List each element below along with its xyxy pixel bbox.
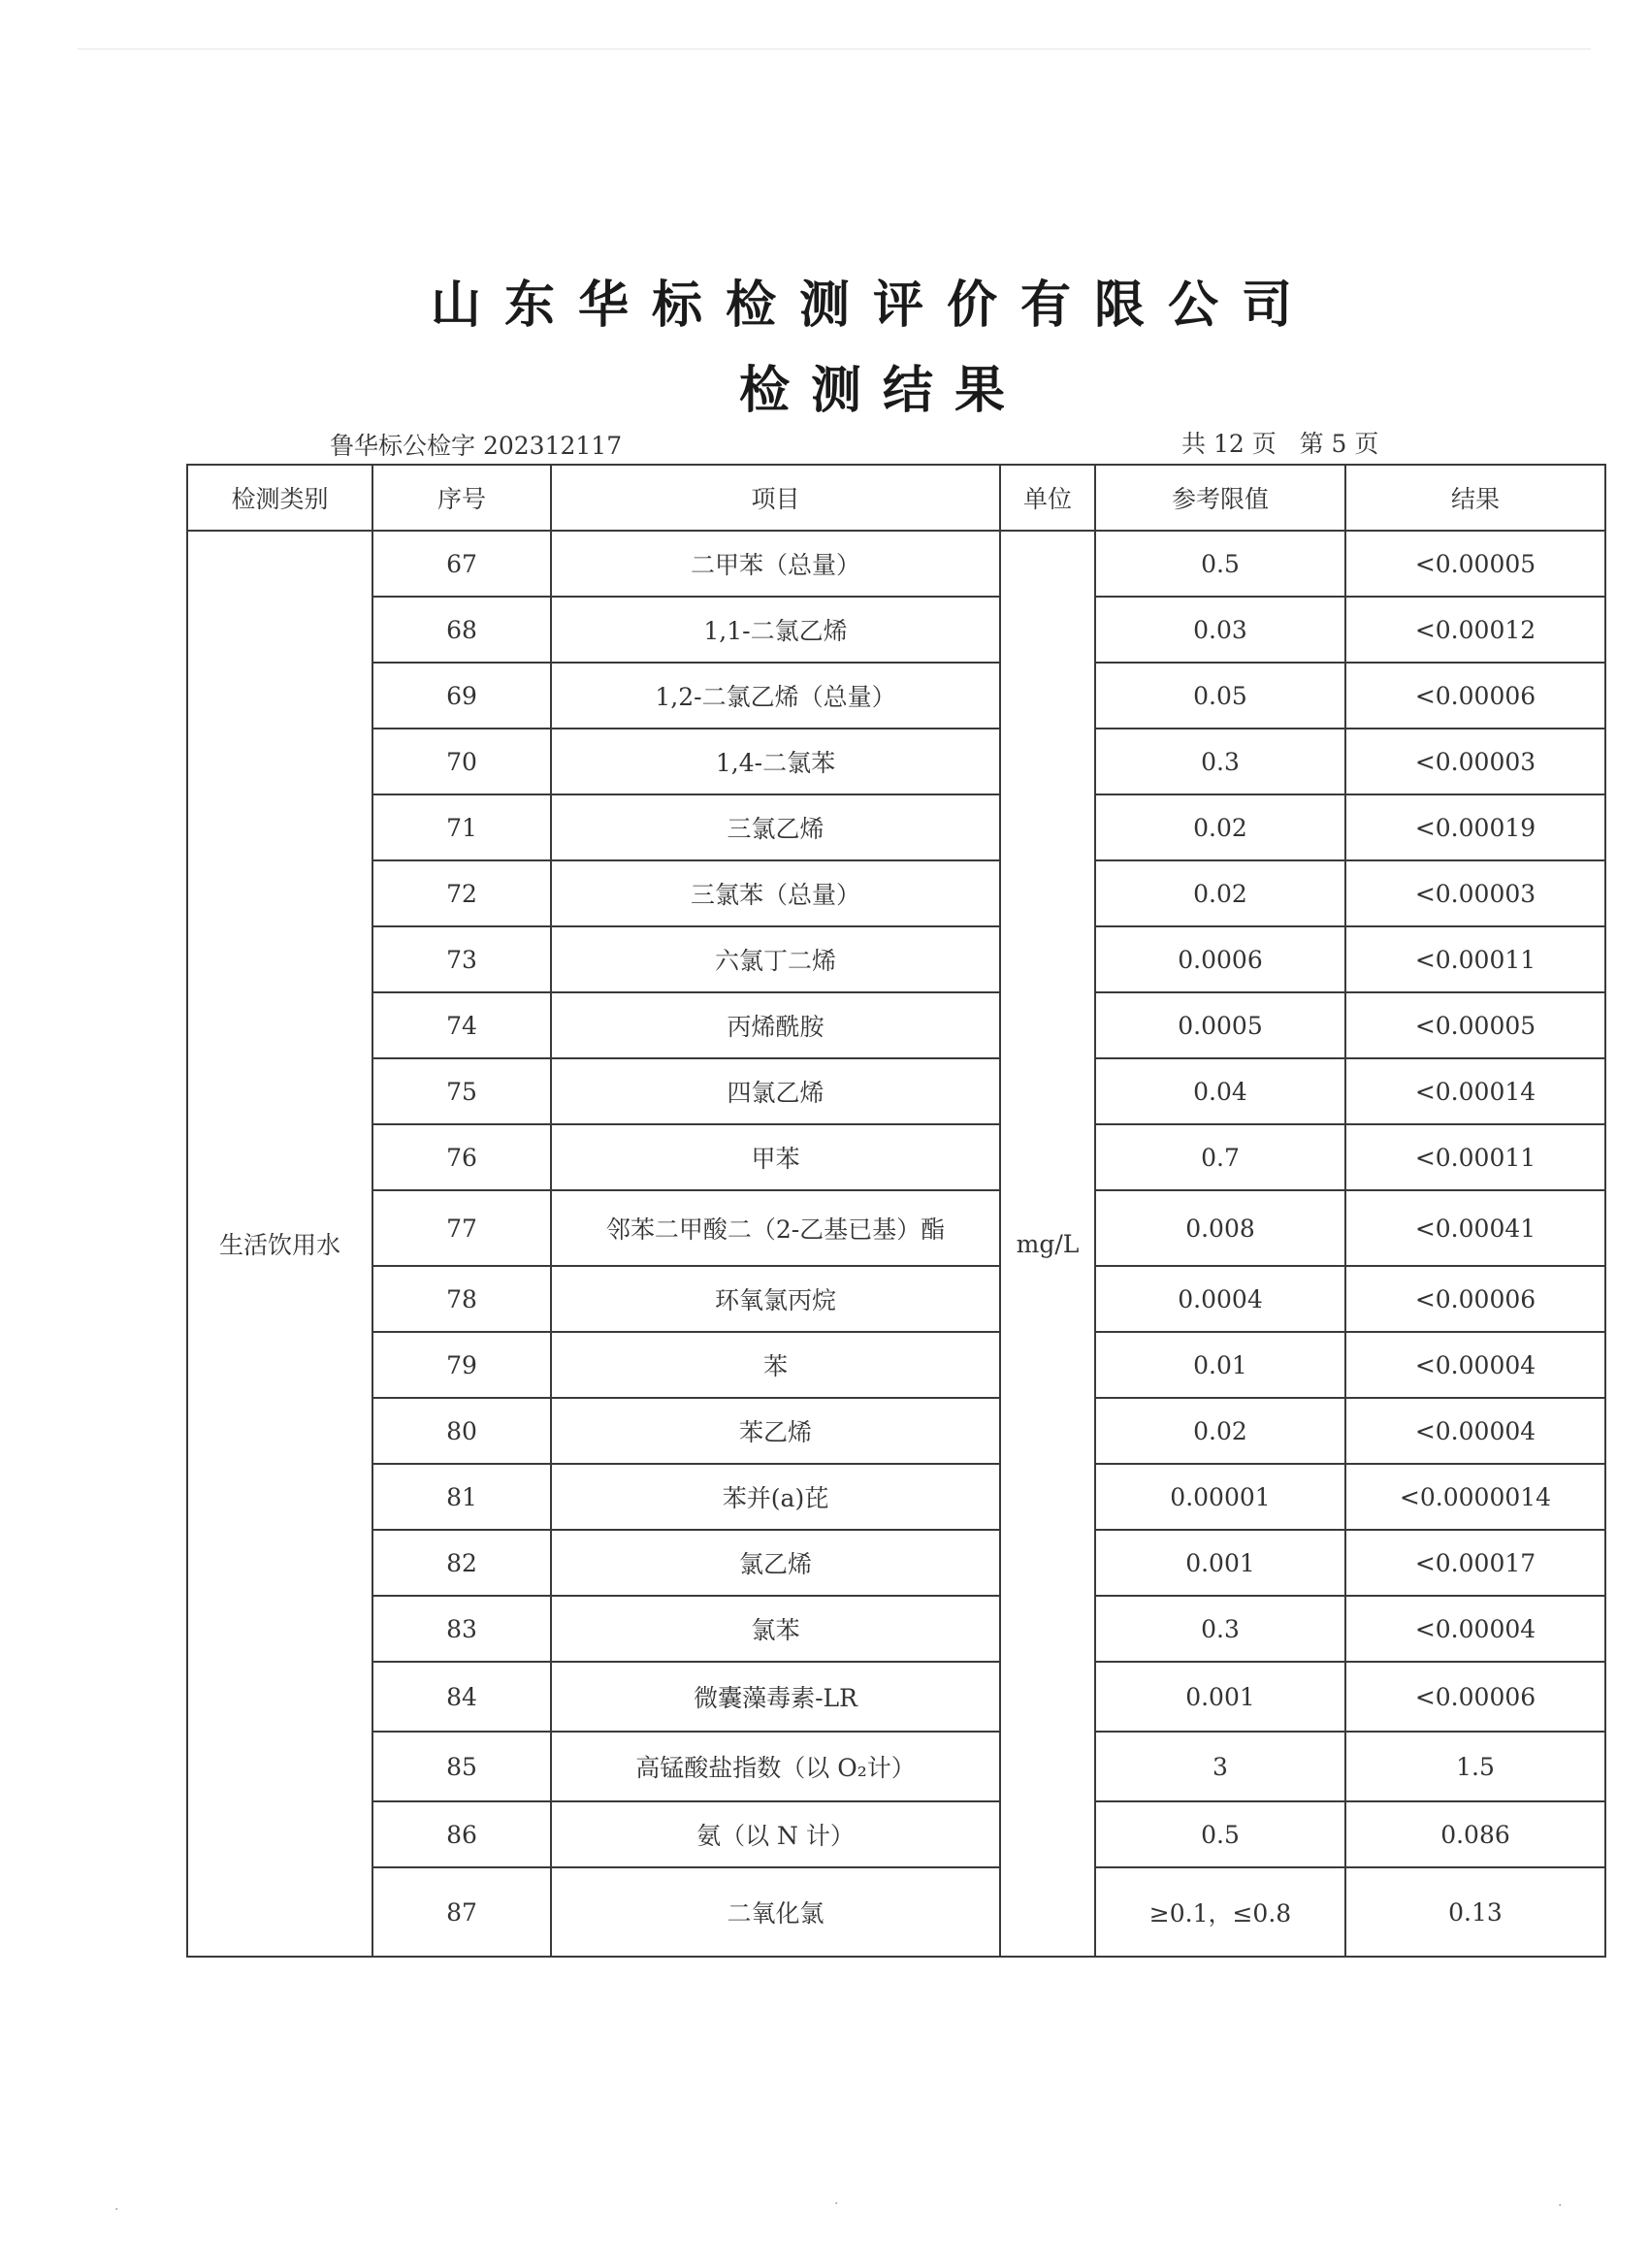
row-limit: 0.00001 — [1095, 1464, 1345, 1530]
row-no: 69 — [372, 663, 551, 729]
row-result: 0.086 — [1345, 1801, 1605, 1867]
row-no: 84 — [372, 1662, 551, 1732]
row-result: <0.00014 — [1345, 1058, 1605, 1124]
row-result: <0.00003 — [1345, 729, 1605, 794]
row-no: 72 — [372, 860, 551, 926]
row-limit: 0.02 — [1095, 1398, 1345, 1464]
row-no: 82 — [372, 1530, 551, 1596]
table-row — [187, 663, 1605, 729]
row-no: 76 — [372, 1124, 551, 1190]
table-row — [187, 531, 1605, 597]
row-no: 81 — [372, 1464, 551, 1530]
header-unit: 单位 — [1000, 465, 1095, 531]
results-body — [187, 531, 1605, 1957]
scan-speck: · — [834, 2196, 839, 2212]
row-item: 二氧化氯 — [551, 1867, 1000, 1957]
row-item: 四氯乙烯 — [551, 1058, 1000, 1124]
row-result: <0.00004 — [1345, 1398, 1605, 1464]
row-limit: 0.05 — [1095, 663, 1345, 729]
row-no: 71 — [372, 794, 551, 860]
row-result: <0.00006 — [1345, 1266, 1605, 1332]
row-item: 苯 — [551, 1332, 1000, 1398]
row-item: 1,4-二氯苯 — [551, 729, 1000, 794]
table-row — [187, 1867, 1605, 1957]
row-limit: 0.0006 — [1095, 926, 1345, 992]
table-row — [187, 597, 1605, 663]
row-result: <0.00017 — [1345, 1530, 1605, 1596]
row-item: 环氧氯丙烷 — [551, 1266, 1000, 1332]
table-row — [187, 1190, 1605, 1266]
row-result: <0.00041 — [1345, 1190, 1605, 1266]
row-no: 67 — [372, 531, 551, 597]
row-limit: 0.7 — [1095, 1124, 1345, 1190]
table-row — [187, 794, 1605, 860]
row-limit: 0.3 — [1095, 1596, 1345, 1662]
row-no: 75 — [372, 1058, 551, 1124]
row-no: 70 — [372, 729, 551, 794]
row-item: 苯乙烯 — [551, 1398, 1000, 1464]
row-no: 79 — [372, 1332, 551, 1398]
row-limit: 0.5 — [1095, 531, 1345, 597]
row-item: 苯并(a)芘 — [551, 1464, 1000, 1530]
table-row — [187, 1596, 1605, 1662]
table-row — [187, 729, 1605, 794]
row-limit: 0.3 — [1095, 729, 1345, 794]
row-item: 甲苯 — [551, 1124, 1000, 1190]
row-item: 丙烯酰胺 — [551, 992, 1000, 1058]
row-limit: 0.03 — [1095, 597, 1345, 663]
row-item: 氯乙烯 — [551, 1530, 1000, 1596]
row-result: <0.00006 — [1345, 663, 1605, 729]
header-row — [187, 465, 1605, 531]
row-limit: ≥0.1，≤0.8 — [1095, 1867, 1345, 1957]
row-result: <0.0000014 — [1345, 1464, 1605, 1530]
row-item: 三氯苯（总量） — [551, 860, 1000, 926]
row-no: 73 — [372, 926, 551, 992]
row-result: 0.13 — [1345, 1867, 1605, 1957]
row-item: 六氯丁二烯 — [551, 926, 1000, 992]
row-result: <0.00012 — [1345, 597, 1605, 663]
table-row — [187, 1124, 1605, 1190]
row-no: 85 — [372, 1732, 551, 1801]
row-result: <0.00004 — [1345, 1596, 1605, 1662]
table-row — [187, 1464, 1605, 1530]
row-item: 氯苯 — [551, 1596, 1000, 1662]
row-item: 邻苯二甲酸二（2-乙基已基）酯 — [551, 1190, 1000, 1266]
row-limit: 0.008 — [1095, 1190, 1345, 1266]
row-limit: 0.02 — [1095, 794, 1345, 860]
document-number: 鲁华标公检字 202312117 — [330, 432, 623, 460]
row-result: <0.00005 — [1345, 531, 1605, 597]
row-limit: 0.0004 — [1095, 1266, 1345, 1332]
row-limit: 0.02 — [1095, 860, 1345, 926]
row-result: <0.00011 — [1345, 926, 1605, 992]
header-no: 序号 — [372, 465, 551, 531]
row-result: 1.5 — [1345, 1732, 1605, 1801]
row-item: 二甲苯（总量） — [551, 531, 1000, 597]
results-table — [186, 464, 1606, 1958]
row-item: 微囊藻毒素-LR — [551, 1662, 1000, 1732]
row-limit: 0.001 — [1095, 1662, 1345, 1732]
row-result: <0.00003 — [1345, 860, 1605, 926]
company-name: 山东华标检测评价有限公司 — [430, 276, 1315, 335]
table-row — [187, 1398, 1605, 1464]
row-result: <0.00005 — [1345, 992, 1605, 1058]
row-limit: 0.01 — [1095, 1332, 1345, 1398]
table-row — [187, 926, 1605, 992]
row-limit: 0.5 — [1095, 1801, 1345, 1867]
row-no: 86 — [372, 1801, 551, 1867]
row-result: <0.00011 — [1345, 1124, 1605, 1190]
row-no: 87 — [372, 1867, 551, 1957]
row-result: <0.00004 — [1345, 1332, 1605, 1398]
page-total: 共 12 页 — [1181, 430, 1277, 458]
row-item: 氨（以 N 计） — [551, 1801, 1000, 1867]
table-row — [187, 1530, 1605, 1596]
table-row — [187, 1732, 1605, 1801]
table-row — [187, 860, 1605, 926]
category-cell: 生活饮用水 — [187, 531, 372, 1957]
row-limit: 3 — [1095, 1732, 1345, 1801]
row-item: 三氯乙烯 — [551, 794, 1000, 860]
row-item: 1,1-二氯乙烯 — [551, 597, 1000, 663]
header-category: 检测类别 — [187, 465, 372, 531]
document-title: 检测结果 — [738, 362, 1026, 420]
scan-speck: · — [1558, 2198, 1563, 2214]
header-limit: 参考限值 — [1095, 465, 1345, 531]
row-result: <0.00006 — [1345, 1662, 1605, 1732]
header-item: 项目 — [551, 465, 1000, 531]
header-result: 结果 — [1345, 465, 1605, 531]
row-limit: 0.001 — [1095, 1530, 1345, 1596]
row-limit: 0.0005 — [1095, 992, 1345, 1058]
table-row — [187, 1266, 1605, 1332]
table-row — [187, 1332, 1605, 1398]
scan-speck: · — [114, 2202, 119, 2218]
row-item: 高锰酸盐指数（以 O₂计） — [551, 1732, 1000, 1801]
row-item: 1,2-二氯乙烯（总量） — [551, 663, 1000, 729]
row-limit: 0.04 — [1095, 1058, 1345, 1124]
row-no: 68 — [372, 597, 551, 663]
unit-cell: mg/L — [1000, 531, 1095, 1957]
row-no: 80 — [372, 1398, 551, 1464]
table-row — [187, 1058, 1605, 1124]
page-info — [1181, 425, 1378, 460]
table-row — [187, 992, 1605, 1058]
row-no: 78 — [372, 1266, 551, 1332]
row-no: 77 — [372, 1190, 551, 1266]
table-row — [187, 1801, 1605, 1867]
row-no: 74 — [372, 992, 551, 1058]
page-current: 第 5 页 — [1299, 430, 1379, 458]
row-no: 83 — [372, 1596, 551, 1662]
row-result: <0.00019 — [1345, 794, 1605, 860]
table-row — [187, 1662, 1605, 1732]
